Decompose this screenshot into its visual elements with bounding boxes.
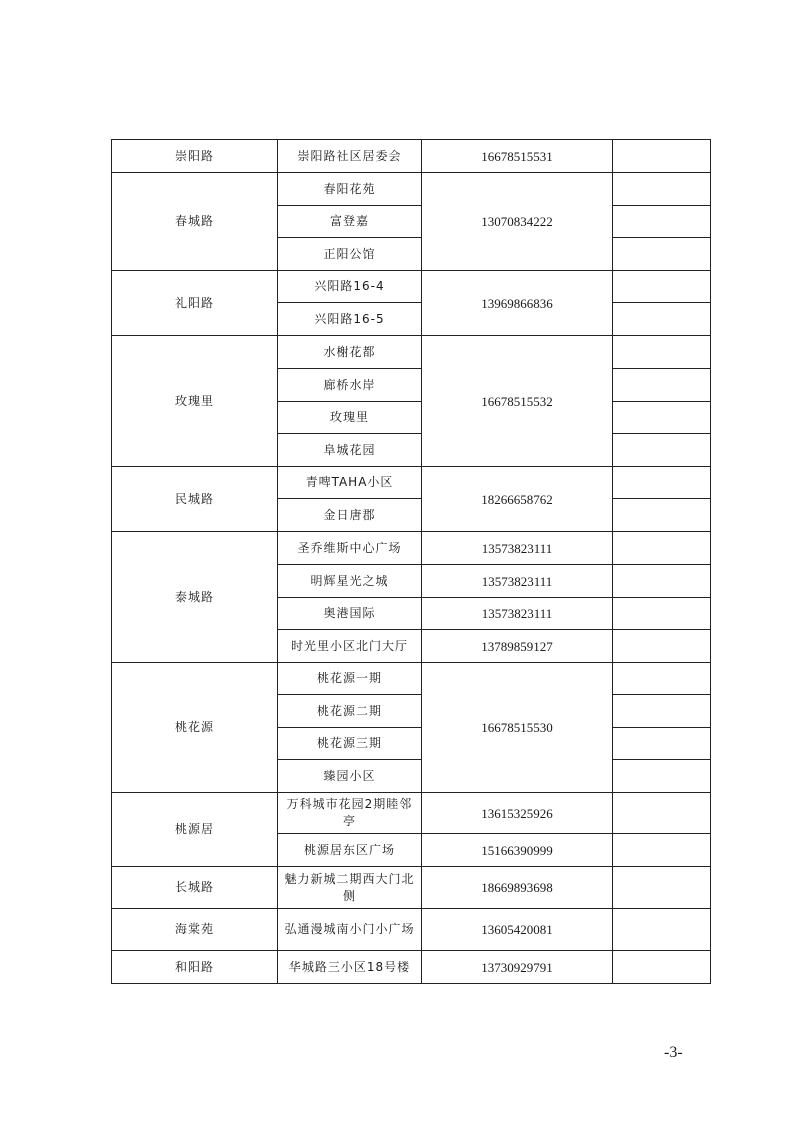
area-cell: 玫瑰里 <box>112 336 278 467</box>
area-cell: 和阳路 <box>112 951 278 984</box>
empty-cell <box>613 238 711 271</box>
table-row <box>112 867 711 909</box>
site-cell: 臻园小区 <box>278 760 422 793</box>
empty-cell <box>613 303 711 336</box>
site-cell: 桃源居东区广场 <box>278 834 422 867</box>
empty-cell <box>613 336 711 369</box>
empty-cell <box>613 951 711 984</box>
empty-cell <box>613 695 711 728</box>
empty-cell <box>613 402 711 434</box>
site-table <box>111 139 711 984</box>
empty-cell <box>613 663 711 695</box>
site-cell: 正阳公馆 <box>278 238 422 271</box>
table-row <box>112 336 711 369</box>
site-cell: 春阳花苑 <box>278 173 422 206</box>
empty-cell <box>613 532 711 565</box>
table-row <box>112 663 711 695</box>
site-cell: 明辉星光之城 <box>278 565 422 598</box>
table-row <box>112 532 711 565</box>
site-cell: 时光里小区北门大厅 <box>278 630 422 663</box>
site-cell: 桃花源一期 <box>278 663 422 695</box>
empty-cell <box>613 867 711 909</box>
empty-cell <box>613 271 711 303</box>
site-cell: 水榭花都 <box>278 336 422 369</box>
site-cell: 兴阳路16-4 <box>278 271 422 303</box>
phone-cell: 16678515532 <box>422 336 613 467</box>
empty-cell <box>613 467 711 499</box>
site-cell: 华城路三小区18号楼 <box>278 951 422 984</box>
site-cell: 金日唐郡 <box>278 499 422 532</box>
phone-cell: 13573823111 <box>422 565 613 598</box>
site-cell: 魅力新城二期西大门北侧 <box>278 867 422 909</box>
site-cell: 兴阳路16-5 <box>278 303 422 336</box>
phone-cell: 13730929791 <box>422 951 613 984</box>
area-cell: 泰城路 <box>112 532 278 663</box>
area-cell: 礼阳路 <box>112 271 278 336</box>
empty-cell <box>613 499 711 532</box>
empty-cell <box>613 760 711 793</box>
page-number: -3- <box>664 1044 683 1061</box>
area-cell: 民城路 <box>112 467 278 532</box>
phone-cell: 18669893698 <box>422 867 613 909</box>
phone-cell: 16678515530 <box>422 663 613 793</box>
site-cell: 青啤TAHA小区 <box>278 467 422 499</box>
site-cell: 桃花源三期 <box>278 728 422 760</box>
site-cell: 弘通漫城南小门小广场 <box>278 909 422 951</box>
table-row <box>112 173 711 206</box>
empty-cell <box>613 369 711 402</box>
empty-cell <box>613 173 711 206</box>
area-cell: 春城路 <box>112 173 278 271</box>
site-cell: 奥港国际 <box>278 598 422 630</box>
table-row <box>112 951 711 984</box>
phone-cell: 13070834222 <box>422 173 613 271</box>
phone-cell: 13615325926 <box>422 793 613 834</box>
site-cell: 廊桥水岸 <box>278 369 422 402</box>
site-cell: 阜城花园 <box>278 434 422 467</box>
phone-cell: 18266658762 <box>422 467 613 532</box>
site-cell: 玫瑰里 <box>278 402 422 434</box>
phone-cell: 13605420081 <box>422 909 613 951</box>
empty-cell <box>613 140 711 173</box>
phone-cell: 15166390999 <box>422 834 613 867</box>
empty-cell <box>613 206 711 238</box>
site-cell: 圣乔维斯中心广场 <box>278 532 422 565</box>
table-row <box>112 271 711 303</box>
area-cell: 桃源居 <box>112 793 278 867</box>
table-row <box>112 140 711 173</box>
table-row <box>112 467 711 499</box>
empty-cell <box>613 834 711 867</box>
table-row <box>112 909 711 951</box>
site-cell: 崇阳路社区居委会 <box>278 140 422 173</box>
phone-cell: 16678515531 <box>422 140 613 173</box>
area-cell: 长城路 <box>112 867 278 909</box>
empty-cell <box>613 565 711 598</box>
site-cell: 富登嘉 <box>278 206 422 238</box>
empty-cell <box>613 793 711 834</box>
empty-cell <box>613 909 711 951</box>
area-cell: 崇阳路 <box>112 140 278 173</box>
empty-cell <box>613 598 711 630</box>
site-cell: 桃花源二期 <box>278 695 422 728</box>
area-cell: 海棠苑 <box>112 909 278 951</box>
table-row <box>112 793 711 834</box>
phone-cell: 13969866836 <box>422 271 613 336</box>
empty-cell <box>613 434 711 467</box>
empty-cell <box>613 728 711 760</box>
phone-cell: 13573823111 <box>422 532 613 565</box>
phone-cell: 13573823111 <box>422 598 613 630</box>
empty-cell <box>613 630 711 663</box>
phone-cell: 13789859127 <box>422 630 613 663</box>
site-cell: 万科城市花园2期睦邻亭 <box>278 793 422 834</box>
area-cell: 桃花源 <box>112 663 278 793</box>
